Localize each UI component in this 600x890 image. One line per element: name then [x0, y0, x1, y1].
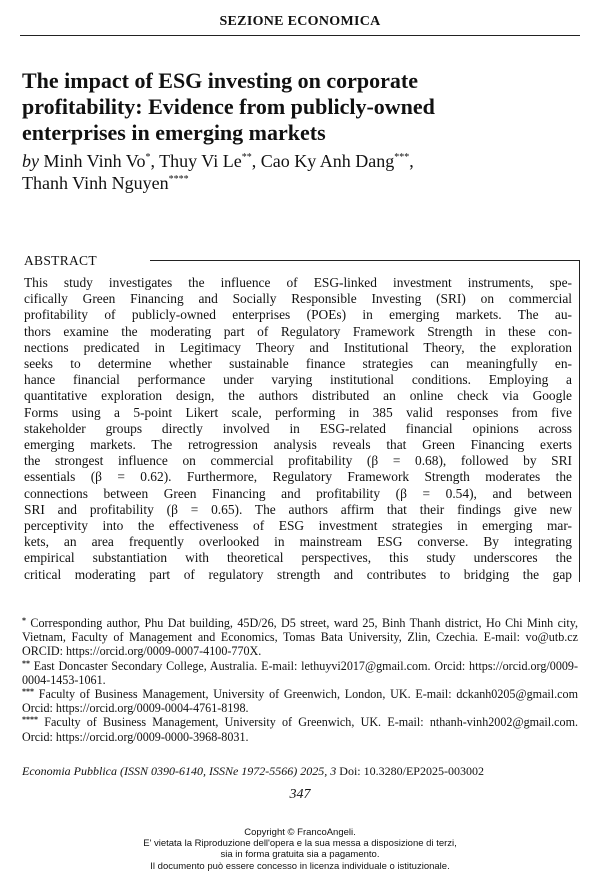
author-sep: ,	[150, 151, 160, 171]
abstract-line: essentials (β = 0.62). Furthermore, Regulatory Framework Strength moderates the	[24, 469, 572, 485]
abstract-label: ABSTRACT	[24, 253, 97, 268]
footnote	[22, 687, 578, 715]
author-name: Minh Vinh Vo	[43, 151, 146, 171]
copyright-line: Il documento può essere concesso in licenza individuale o istituzionale.	[150, 860, 450, 872]
author-mark: ***	[394, 152, 410, 163]
header-rule	[20, 35, 580, 36]
abstract-border-top	[150, 260, 580, 261]
abstract-line: kets, an area frequently overlooked in mainstream ESG converse. By integrating	[24, 534, 572, 550]
section-header: SEZIONE ECONOMICA	[219, 14, 381, 29]
abstract-line: profitability of publicly-owned enterprises (POEs) in emerging markets. The au-	[24, 307, 572, 323]
abstract-line: SRI and profitability (β = 0.65). The authors affirm that their findings give new	[24, 501, 572, 517]
title-line: enterprises in emerging markets	[22, 120, 326, 145]
author-mark: *	[145, 152, 151, 163]
footnote-text: Faculty of Business Management, University of Greenwich, UK. E-mail: nthanh-vinh2002@gmail.com. Orcid: https://orcid.org/0009-0000-3968-8031.	[22, 715, 578, 744]
footnote-mark: ****	[22, 715, 38, 725]
journal-citation	[22, 764, 582, 778]
author-mark: **	[241, 152, 252, 163]
copyright-line: sia in forma gratuita sia a pagamento.	[220, 849, 380, 861]
footnote-text: Faculty of Business Management, University of Greenwich, London, UK. E-mail: dckanh0205@gmail.com Orcid: https://orcid.org/0009-0004-4761-8198.	[22, 687, 578, 716]
abstract-line: seeks to determine whether sustainable finance strategies can meaningfully en-	[24, 356, 572, 372]
abstract-line: empirical substantiation with theoretical perspectives, this study underscores the	[24, 550, 572, 566]
abstract-box	[20, 253, 580, 583]
abstract-line: emerging markets. The retrogression analysis reveals that Green Financing exerts	[24, 437, 572, 453]
abstract-line: nections predicated in Legitimacy Theory and Institutional Theory, the exploration	[24, 339, 572, 355]
footnote	[22, 715, 578, 743]
copyright-line: Copyright © FrancoAngeli.	[244, 827, 356, 838]
title-line: profitability: Evidence from publicly-owned	[22, 94, 435, 119]
footnotes	[22, 616, 578, 744]
article-title	[22, 68, 562, 146]
footnote-mark: ***	[22, 687, 34, 697]
abstract-line: hance financial performance under varying institutional conditions. Employing a	[24, 372, 572, 388]
author-name: Thuy Vi Le	[159, 151, 242, 171]
copyright-line: E' vietata la Riproduzione dell'opera e la sua messa a disposizione di terzi,	[143, 838, 457, 850]
footnote-mark: *	[22, 616, 26, 625]
abstract-line: the strongest influence on commercial profitability (β = 0.68), followed by SRI	[24, 453, 572, 469]
footnote-text: Corresponding author, Phu Dat building, 45D/26, D5 street, ward 25, Binh Thanh district, Ho Chi Minh city, Vietnam, Faculty of Management and Economics, Tomas Bata University, Zlin, Czechia. E-mail: vo@utb.cz ORCID: https://orcid.org/0009-0007-4100-770X.	[22, 616, 578, 659]
abstract-line: cifically Green Financing and Socially Responsible Investing (SRI) on commercial	[24, 291, 572, 307]
abstract-border-right	[579, 260, 580, 582]
footnote	[22, 659, 578, 687]
abstract-line: This study investigates the influence of ESG-linked investment instruments, spe-	[24, 275, 572, 290]
author-name: Thanh Vinh Nguyen	[22, 173, 169, 193]
abstract-line: thors examine the moderating part of Regulatory Framework Strength in these con-	[24, 323, 572, 339]
author-sep: ,	[251, 151, 261, 171]
author-list	[22, 150, 582, 194]
author-name: Cao Ky Anh Dang	[260, 151, 395, 171]
abstract-line: critical moderating part of regulatory strength and contributes to bridging the gap	[24, 566, 572, 582]
abstract-line: connections between Green Financing and profitability (β = 0.54), and between	[24, 485, 572, 501]
journal-name: Economia Pubblica (ISSN 0390-6140, ISSNe 1972-5566) 2025, 3	[22, 764, 337, 778]
footnote-mark: **	[22, 658, 30, 668]
abstract-line: perceptivity into the effectiveness of ESG investment strategies in emerging mar-	[24, 518, 572, 534]
abstract-line: stakeholder groups directly involved in ESG-related financial opinions across	[24, 420, 572, 436]
title-line: The impact of ESG investing on corporate	[22, 68, 418, 93]
abstract-line: Forms using a 5-point Likert scale, performing in 385 valid responses from five	[24, 404, 572, 420]
doi: Doi: 10.3280/EP2025-003002	[336, 764, 484, 778]
abstract-line: quantitative exploration design, the authors distributed an online check via Google	[24, 388, 572, 404]
by-label: by	[22, 151, 39, 171]
page-number: 347	[289, 787, 311, 802]
author-mark: ****	[168, 174, 189, 185]
footnote-text: East Doncaster Secondary College, Australia. E-mail: lethuyvi2017@gmail.com. Orcid: https://orcid.org/0009-0004-1453-1061.	[22, 658, 578, 687]
abstract-text	[24, 275, 572, 583]
author-sep: ,	[409, 151, 414, 171]
copyright-notice	[0, 827, 600, 872]
footnote	[22, 616, 578, 659]
